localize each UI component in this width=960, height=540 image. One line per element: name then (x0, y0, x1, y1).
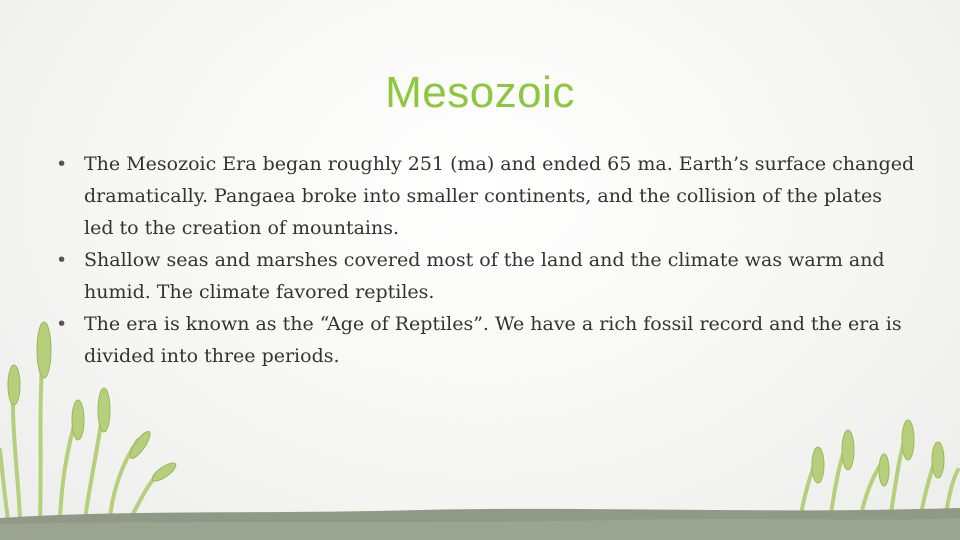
bullet-list (56, 148, 916, 372)
bullet-text: Shallow seas and marshes covered most of the land and the climate was warm and humid. The climate favored reptiles. (84, 249, 885, 303)
bullet-marker: • (56, 153, 68, 175)
bullet-marker: • (56, 313, 68, 335)
bullet-item (56, 308, 916, 372)
slide-title: Mesozoic (385, 68, 575, 117)
ground-strip (0, 480, 960, 540)
right-grass-heads (812, 420, 944, 486)
bullet-text: The era is known as the “Age of Reptiles”. We have a rich fossil record and the era is divided into three periods. (84, 313, 902, 367)
bullet-text: The Mesozoic Era began roughly 251 (ma) and ended 65 ma. Earth’s surface changed dramatically. Pangaea broke into smaller continents, and the collision of the plates led to the creation of mountains. (84, 153, 915, 239)
bullet-item (56, 148, 916, 244)
bullet-marker: • (56, 249, 68, 271)
bullet-item (56, 244, 916, 308)
